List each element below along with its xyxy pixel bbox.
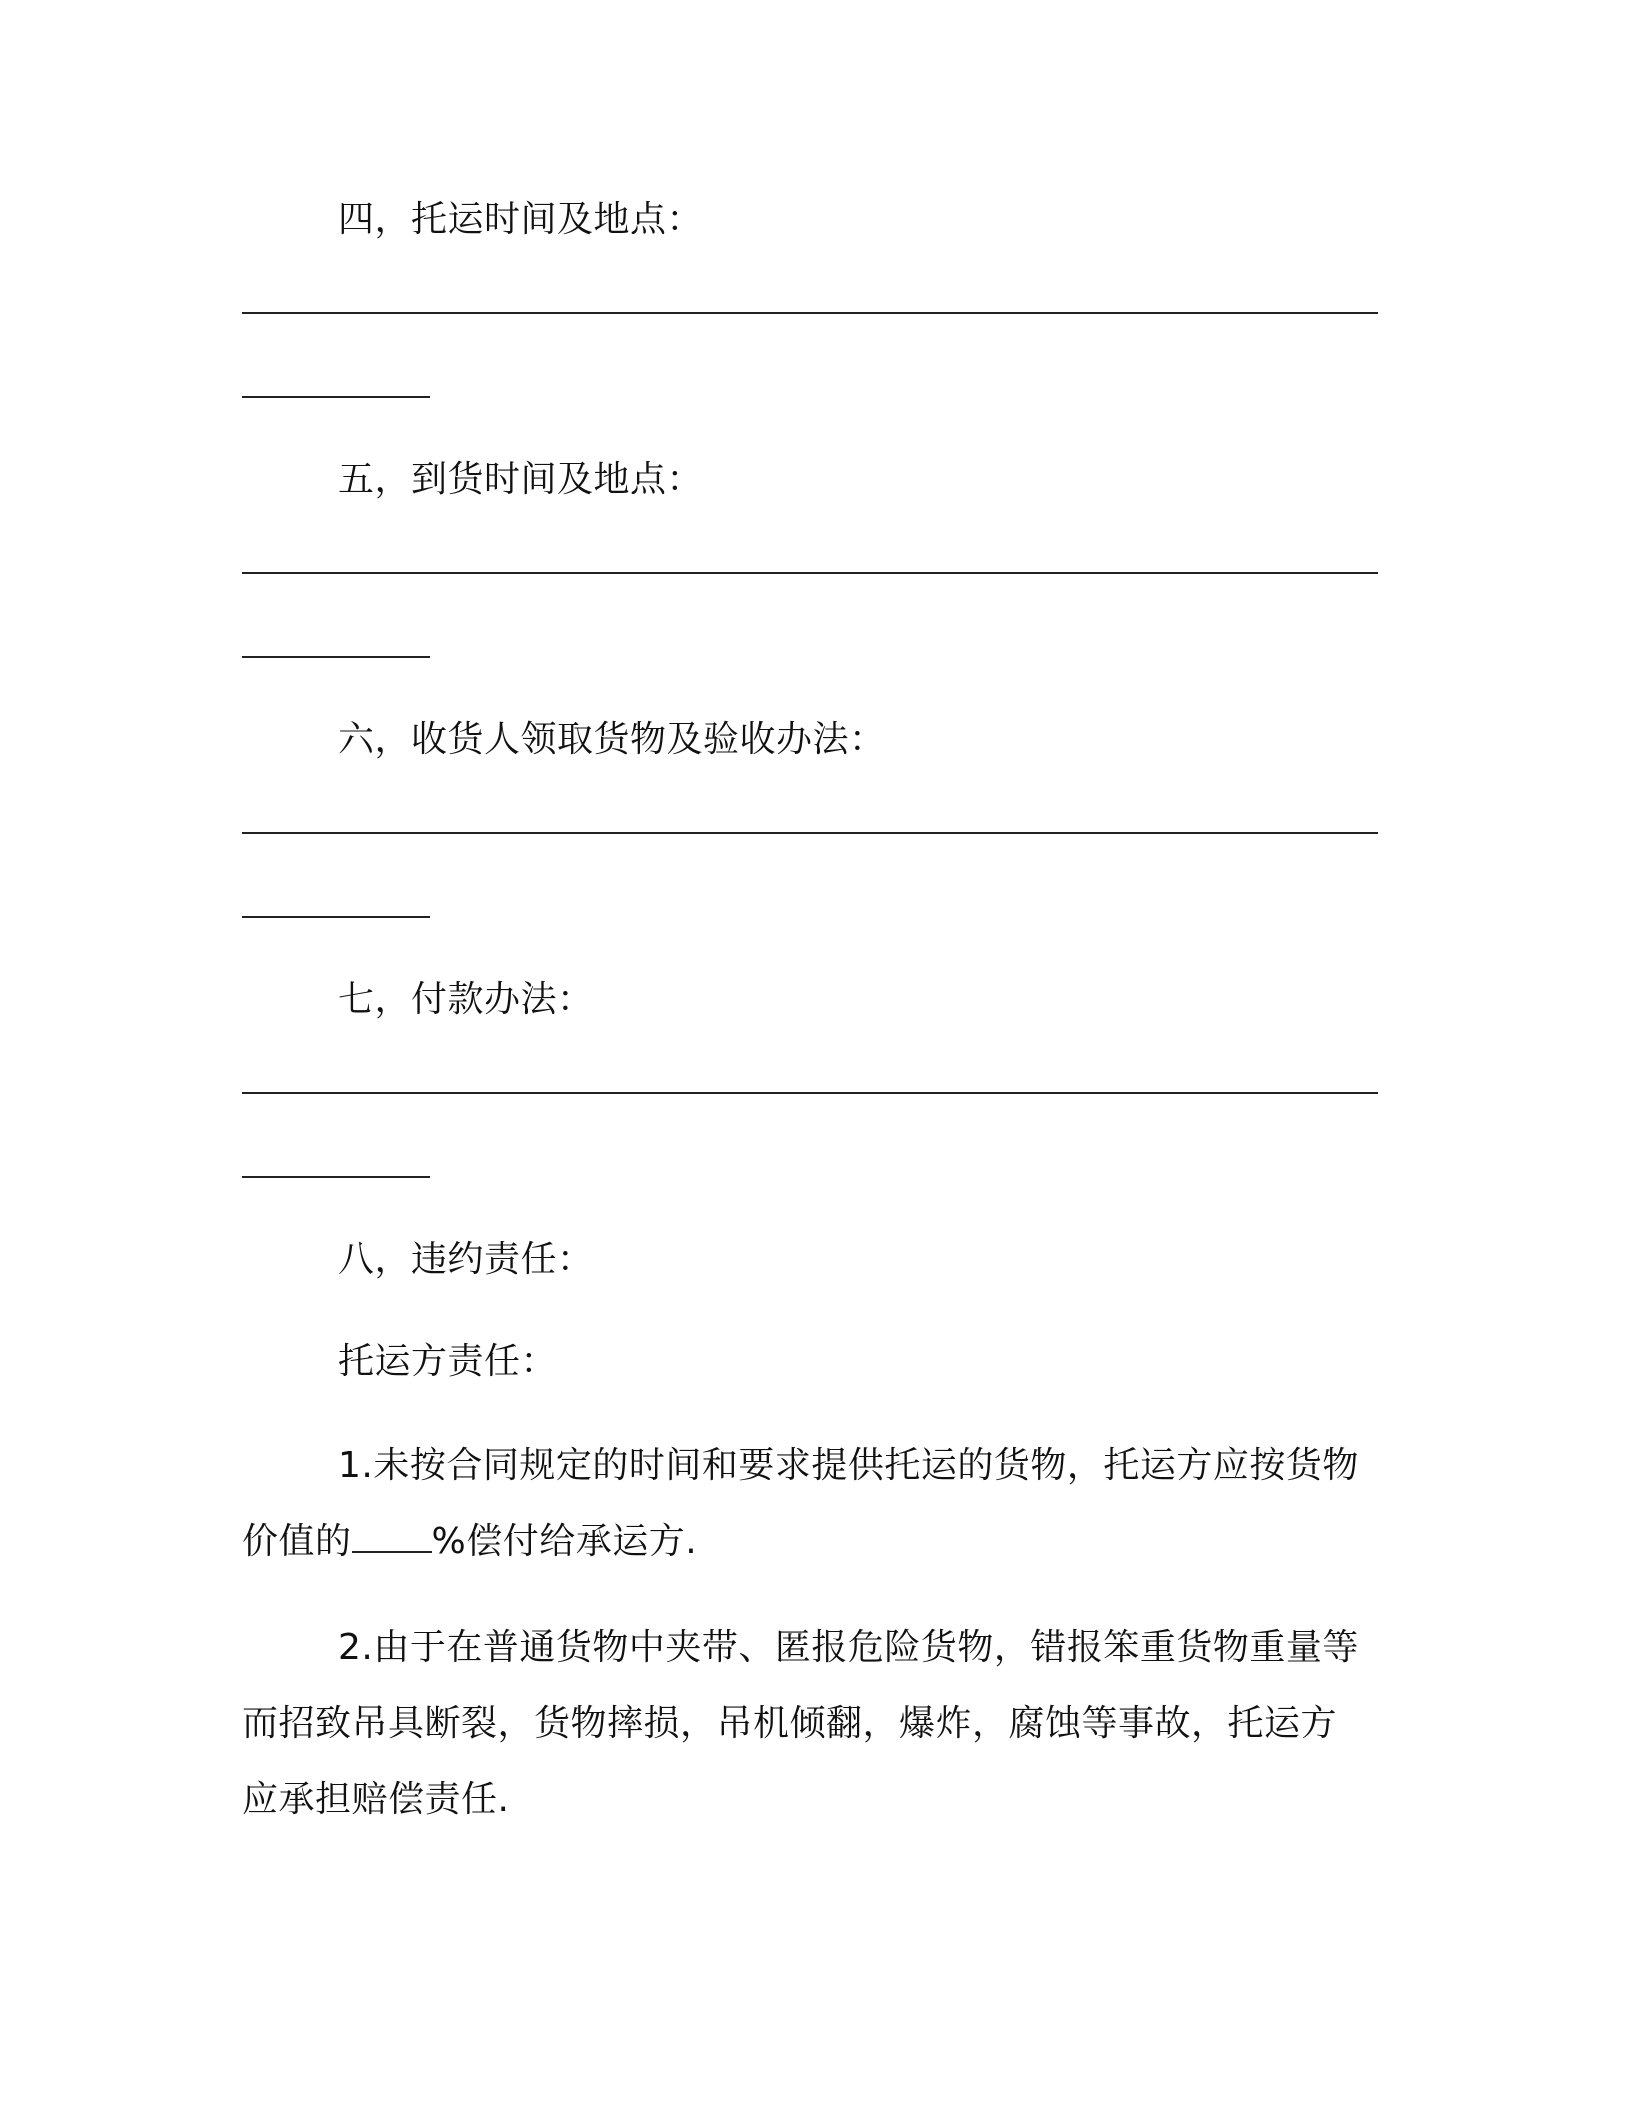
section-7-blank-line-2 — [242, 1176, 430, 1178]
item-2-line-3: 应承担赔偿责任. — [242, 1779, 510, 1820]
section-6-heading: 六，收货人领取货物及验收办法： — [338, 719, 886, 760]
item-1-line-1: 1.未按合同规定的时间和要求提供托运的货物，托运方应按货物 — [338, 1445, 1359, 1486]
section-8-subheading: 托运方责任： — [338, 1341, 558, 1382]
section-7-heading: 七，付款办法： — [338, 979, 594, 1020]
section-5-blank-line-1 — [242, 572, 1378, 574]
section-7-blank-line-1 — [242, 1092, 1378, 1094]
section-6-blank-line-2 — [242, 916, 430, 918]
item-1-line-2 — [242, 1518, 697, 1566]
section-4-heading: 四，托运时间及地点： — [338, 199, 704, 240]
section-5-blank-line-2 — [242, 656, 430, 658]
item-2-line-2: 而招致吊具断裂，货物摔损，吊机倾翻，爆炸，腐蚀等事故，托运方 — [242, 1703, 1338, 1744]
item-1-line-2-before: 价值的 — [242, 1521, 352, 1562]
section-4-blank-line-1 — [242, 312, 1378, 314]
section-8-heading: 八，违约责任： — [338, 1239, 594, 1280]
section-4-blank-line-2 — [242, 396, 430, 398]
section-5-heading: 五，到货时间及地点： — [338, 459, 704, 500]
item-2-line-1: 2.由于在普通货物中夹带、匿报危险货物，错报笨重货物重量等 — [338, 1627, 1359, 1668]
section-6-blank-line-1 — [242, 832, 1378, 834]
percentage-blank — [352, 1519, 432, 1553]
item-1-line-2-after: %偿付给承运方. — [431, 1521, 698, 1562]
